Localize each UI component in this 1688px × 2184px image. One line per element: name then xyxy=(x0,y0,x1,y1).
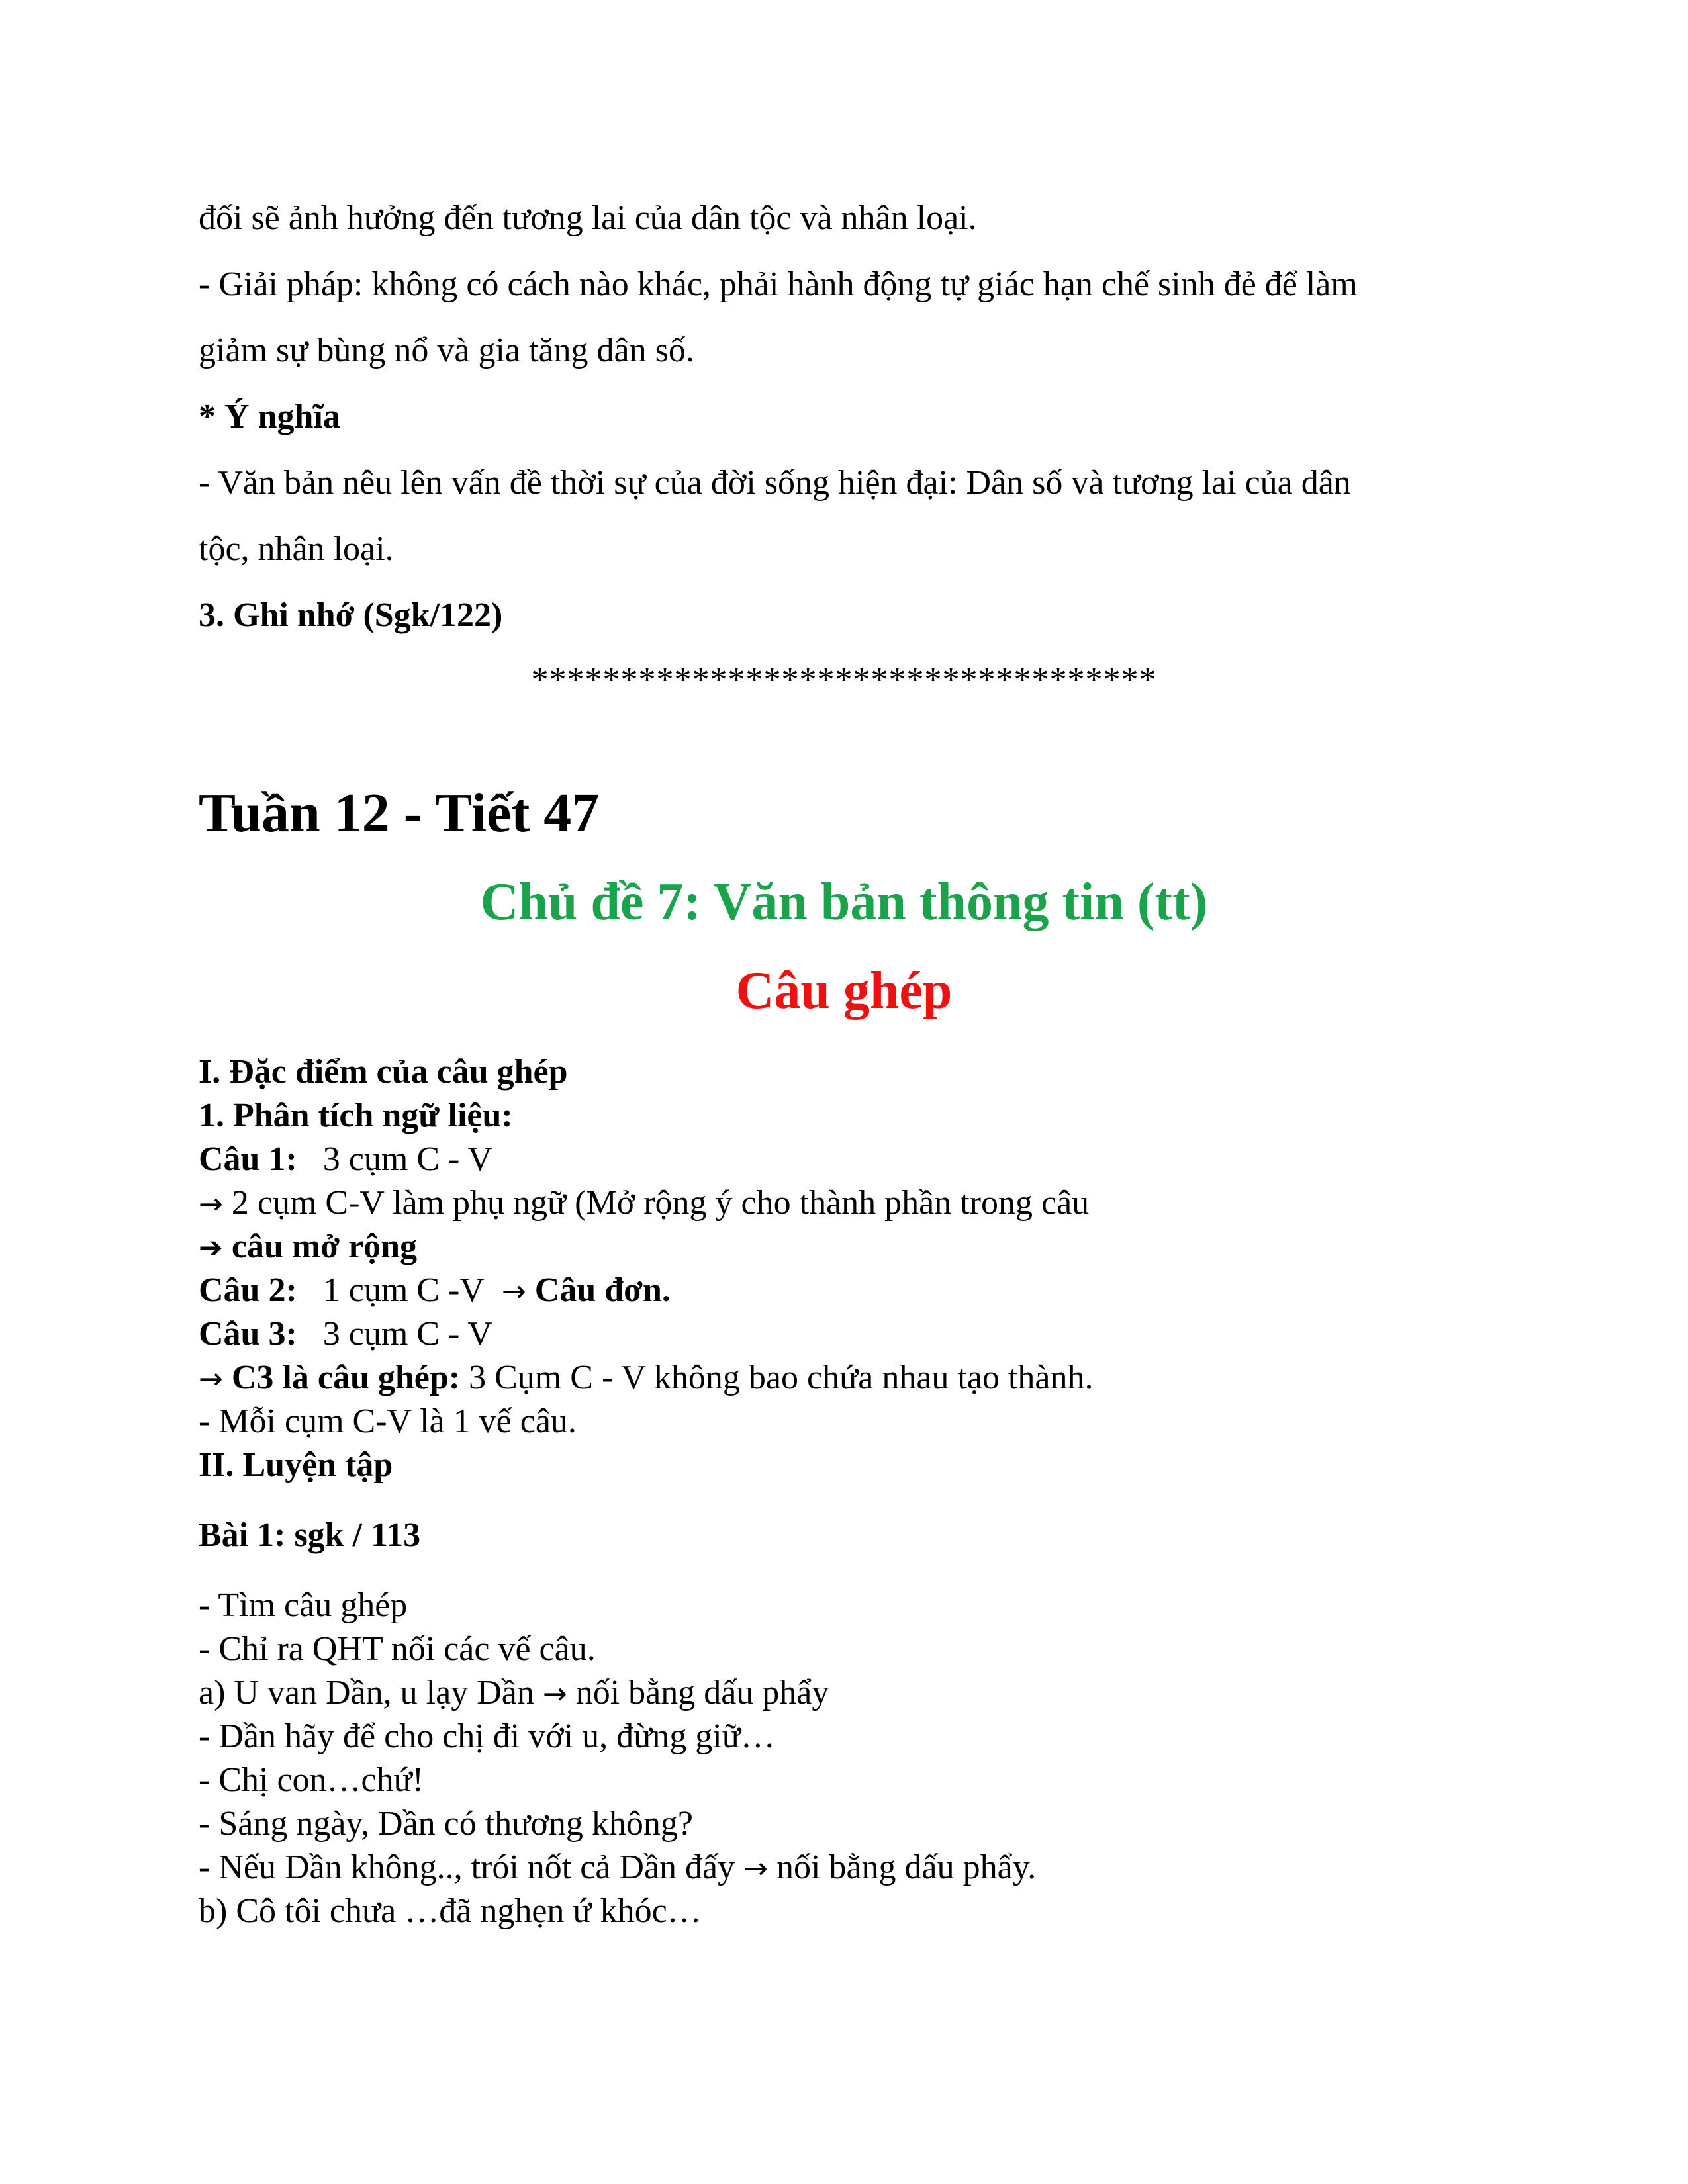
arrow-right-icon: → xyxy=(199,1362,223,1396)
cau3-line xyxy=(199,1317,492,1351)
cau2-result: Câu đơn. xyxy=(534,1271,671,1309)
cau1-note-line xyxy=(199,1186,1089,1220)
answer-line-3: - Sáng ngày, Dần có thương không? xyxy=(199,1805,693,1843)
meaning-heading: * Ý nghĩa xyxy=(199,398,340,435)
cau3-result-text: 3 Cụm C - V không bao chứa nhau tạo thành. xyxy=(469,1359,1094,1396)
meaning-line-2: tộc, nhân loại. xyxy=(199,530,394,568)
cau1-text: 3 cụm C - V xyxy=(322,1140,492,1178)
section2-heading: II. Luyện tập xyxy=(199,1446,393,1484)
task-2: - Chỉ ra QHT nối các vế câu. xyxy=(199,1630,596,1668)
answer-line-1: - Dần hãy để cho chị đi với u, đừng giữ… xyxy=(199,1717,775,1755)
arrow-right-icon: → xyxy=(501,1275,526,1308)
week-title: Tuần 12 - Tiết 47 xyxy=(199,782,600,844)
arrow-right-icon: → xyxy=(542,1677,567,1711)
answer-line-4 xyxy=(199,1850,1036,1885)
answer-a-result: nối bằng dấu phẩy xyxy=(575,1674,829,1711)
section1-subheading: 1. Phân tích ngữ liệu: xyxy=(199,1097,513,1134)
cau3-result-bold: C3 là câu ghép: xyxy=(231,1359,461,1396)
cau3-text: 3 cụm C - V xyxy=(322,1315,492,1353)
remember-heading: 3. Ghi nhớ (Sgk/122) xyxy=(199,596,503,634)
answer-line-4-text: - Nếu Dần không.., trói nốt cả Dần đấy xyxy=(199,1848,735,1886)
meaning-line-1: - Văn bản nêu lên vấn đề thời sự của đời sống hiện đại: Dân số và tương lai của dân xyxy=(199,464,1351,502)
task-1: - Tìm câu ghép xyxy=(199,1586,408,1624)
intro-line-2: - Giải pháp: không có cách nào khác, phải hành động tự giác hạn chế sinh đẻ để làm xyxy=(199,265,1358,303)
intro-line-1: đối sẽ ảnh hưởng đến tương lai của dân tộc và nhân loại. xyxy=(199,199,977,237)
cau1-label: Câu 1: xyxy=(199,1140,297,1178)
separator: *********************************** xyxy=(531,661,1157,699)
cau1-note: 2 cụm C-V làm phụ ngữ (Mở rộng ý cho thành phần trong câu xyxy=(231,1184,1090,1222)
intro-line-3: giảm sự bùng nổ và gia tăng dân số. xyxy=(199,332,694,369)
arrow-right-bold-icon: ➔ xyxy=(199,1231,223,1265)
cau3-result-line xyxy=(199,1361,1094,1395)
arrow-right-icon: → xyxy=(743,1852,768,1886)
cau1-result-line xyxy=(199,1230,417,1264)
answer-line-2: - Chị con…chứ! xyxy=(199,1761,424,1799)
exercise-title: Bài 1: sgk / 113 xyxy=(199,1516,421,1554)
answer-b: b) Cô tôi chưa …đã nghẹn ứ khóc… xyxy=(199,1892,702,1930)
cau2-line xyxy=(199,1273,671,1308)
cau1-line xyxy=(199,1142,492,1177)
cau2-text: 1 cụm C -V xyxy=(322,1271,485,1309)
lesson-title: Câu ghép xyxy=(735,962,953,1020)
cau2-label: Câu 2: xyxy=(199,1271,297,1309)
section1-note: - Mỗi cụm C-V là 1 vế câu. xyxy=(199,1402,577,1440)
topic-title: Chủ đề 7: Văn bản thông tin (tt) xyxy=(480,873,1208,931)
answer-a-line xyxy=(199,1676,829,1710)
arrow-right-icon: → xyxy=(199,1187,223,1221)
answer-a-text: a) U van Dần, u lạy Dần xyxy=(199,1674,534,1711)
cau1-result: câu mở rộng xyxy=(231,1228,417,1265)
cau3-label: Câu 3: xyxy=(199,1315,297,1353)
section1-heading: I. Đặc điểm của câu ghép xyxy=(199,1053,568,1091)
answer-line-4-result: nối bằng dấu phẩy. xyxy=(776,1848,1037,1886)
